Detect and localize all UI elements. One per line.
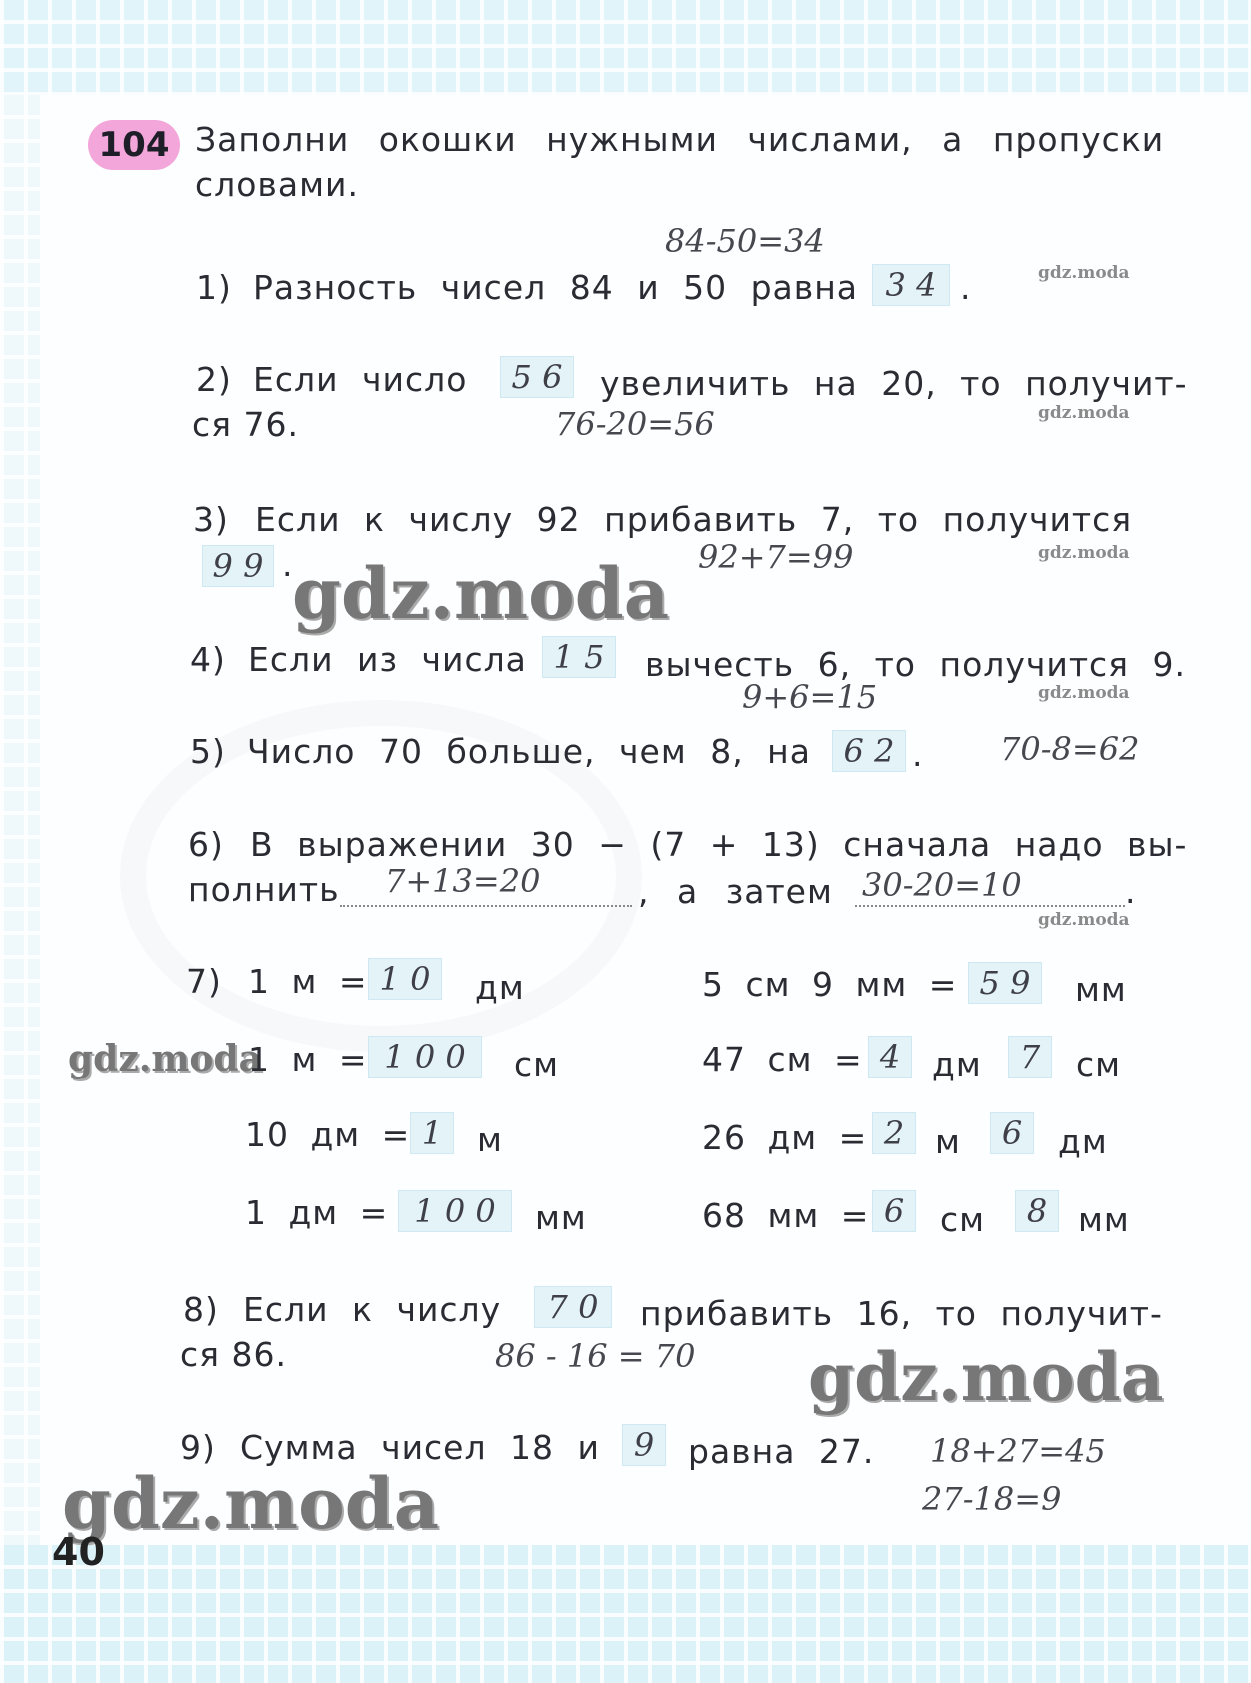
task7-right-row4-answer-box2[interactable]: 8 bbox=[1015, 1190, 1059, 1232]
task7-right-row3-unit1: м bbox=[935, 1122, 961, 1161]
task7-right-row3-answer-box1[interactable]: 2 bbox=[872, 1112, 916, 1154]
task9-handwritten-work1: 18+27=45 bbox=[930, 1432, 1106, 1470]
watermark: gdz.moda bbox=[1038, 263, 1130, 283]
task7-right-row3-unit2: дм bbox=[1058, 1122, 1108, 1161]
task8-text-post: прибавить 16, то получит- bbox=[640, 1294, 1163, 1333]
task8-text-pre: Если к числу bbox=[243, 1290, 502, 1329]
task7-right-row2-answer-box1[interactable]: 4 bbox=[868, 1036, 912, 1078]
watermark: gdz.moda bbox=[1038, 403, 1130, 423]
task7-left-row3-answer-box[interactable]: 1 bbox=[410, 1112, 454, 1154]
task5-answer-box[interactable]: 6 2 bbox=[832, 730, 906, 772]
task7-right-row4-unit1: см bbox=[940, 1200, 986, 1239]
decorative-grid-top bbox=[0, 0, 1251, 95]
task7-left-row4-expression: 1 дм = bbox=[245, 1193, 389, 1232]
task7-left-row2-expression: 1 м = bbox=[248, 1040, 368, 1079]
task7-left-row1-unit: дм bbox=[475, 968, 525, 1007]
task3-end: . bbox=[282, 545, 294, 584]
task7-right-row4-unit2: мм bbox=[1078, 1200, 1130, 1239]
task8-answer-box[interactable]: 7 0 bbox=[534, 1286, 612, 1328]
task7-right-row2-answer-box2[interactable]: 7 bbox=[1008, 1036, 1052, 1078]
task5-end: . bbox=[912, 735, 924, 774]
task9-answer-box[interactable]: 9 bbox=[622, 1424, 666, 1466]
task1-handwritten-work: 84-50=34 bbox=[665, 222, 825, 260]
watermark-large: gdz.moda bbox=[62, 1462, 440, 1545]
task1-answer-box[interactable]: 3 4 bbox=[872, 264, 950, 306]
watermark-large: gdz.moda bbox=[292, 552, 670, 635]
task3-answer-box[interactable]: 9 9 bbox=[202, 545, 274, 587]
task4-answer-box[interactable]: 1 5 bbox=[542, 636, 616, 678]
watermark: gdz.moda bbox=[1038, 543, 1130, 563]
decorative-grid-bottom bbox=[0, 1545, 1251, 1683]
task7-left-row4-answer-box[interactable]: 1 0 0 bbox=[398, 1190, 512, 1232]
task7-right-row3-answer-box2[interactable]: 6 bbox=[990, 1112, 1034, 1154]
task9-text-pre: Сумма чисел 18 и bbox=[240, 1428, 600, 1467]
task7-left-row3-unit: м bbox=[477, 1120, 503, 1159]
task6-answer2: 30-20=10 bbox=[862, 866, 1022, 904]
task7-right-row4-expression: 68 мм = bbox=[702, 1196, 870, 1235]
task5-number: 5) bbox=[190, 732, 226, 771]
task7-right-row2-expression: 47 см = bbox=[702, 1040, 863, 1079]
task3-text: Если к числу 92 прибавить 7, то получится bbox=[255, 500, 1133, 539]
page-number: 40 bbox=[52, 1530, 105, 1574]
task6-line2-start: полнить bbox=[188, 870, 340, 909]
task4-text-post: вычесть 6, то получится 9. bbox=[645, 645, 1187, 684]
task9-text-post: равна 27. bbox=[688, 1432, 875, 1471]
task6-blank2[interactable] bbox=[855, 905, 1125, 907]
task5-text: Число 70 больше, чем 8, на bbox=[247, 732, 811, 771]
task9-handwritten-work2: 27-18=9 bbox=[922, 1480, 1062, 1518]
task5-handwritten-work: 70-8=62 bbox=[1000, 730, 1140, 768]
task4-number: 4) bbox=[190, 640, 226, 679]
exercise-number-badge: 104 bbox=[88, 120, 180, 170]
task8-number: 8) bbox=[183, 1290, 219, 1329]
task7-left-row1-answer-box[interactable]: 1 0 bbox=[368, 958, 442, 1000]
task9-number: 9) bbox=[180, 1428, 216, 1467]
task3-number: 3) bbox=[193, 500, 229, 539]
task1-text: Разность чисел 84 и 50 равна bbox=[253, 268, 859, 307]
task7-right-row2-unit2: см bbox=[1076, 1045, 1122, 1084]
task2-text-post: увеличить на 20, то получит- bbox=[600, 364, 1188, 403]
task7-right-row1-answer-box[interactable]: 5 9 bbox=[968, 962, 1042, 1004]
watermark-medium: gdz.moda bbox=[68, 1038, 262, 1080]
task7-right-row1-unit: мм bbox=[1075, 970, 1127, 1009]
task2-text-pre: Если число bbox=[253, 360, 468, 399]
task8-handwritten-work: 86 - 16 = 70 bbox=[495, 1337, 696, 1375]
task7-left-row1-expression: 1 м = bbox=[248, 962, 368, 1001]
task7-right-row3-expression: 26 дм = bbox=[702, 1118, 868, 1157]
task7-left-row3-expression: 10 дм = bbox=[245, 1115, 411, 1154]
watermark: gdz.moda bbox=[1038, 910, 1130, 930]
task1-end: . bbox=[960, 268, 972, 307]
task6-line2-middle: , а затем bbox=[638, 872, 833, 911]
watermark: gdz.moda bbox=[1038, 683, 1130, 703]
task1-number: 1) bbox=[196, 268, 232, 307]
task4-handwritten-work: 9+6=15 bbox=[742, 678, 878, 716]
task8-line2: ся 86. bbox=[180, 1335, 287, 1374]
exercise-title-line2: словами. bbox=[195, 165, 359, 204]
task7-right-row1-expression: 5 см 9 мм = bbox=[702, 965, 958, 1004]
task7-number: 7) bbox=[186, 962, 222, 1001]
task7-right-row4-answer-box1[interactable]: 6 bbox=[872, 1190, 916, 1232]
task7-left-row2-unit: см bbox=[514, 1045, 560, 1084]
task2-handwritten-work: 76-20=56 bbox=[555, 405, 715, 443]
task6-answer1: 7+13=20 bbox=[385, 862, 541, 900]
task6-end: . bbox=[1125, 872, 1137, 911]
task4-text-pre: Если из числа bbox=[248, 640, 527, 679]
task2-answer-box[interactable]: 5 6 bbox=[500, 356, 574, 398]
task7-left-row2-answer-box[interactable]: 1 0 0 bbox=[368, 1036, 482, 1078]
task6-number: 6) bbox=[188, 825, 224, 864]
task6-line1: В выражении 30 − (7 + 13) сначала надо вы- bbox=[250, 825, 1188, 864]
task2-line2: ся 76. bbox=[192, 405, 299, 444]
task2-number: 2) bbox=[196, 360, 232, 399]
task7-right-row2-unit1: дм bbox=[932, 1045, 982, 1084]
task6-blank1[interactable] bbox=[340, 905, 632, 907]
task7-left-row4-unit: мм bbox=[535, 1198, 587, 1237]
task3-handwritten-work: 92+7=99 bbox=[698, 538, 854, 576]
watermark-large: gdz.moda bbox=[808, 1338, 1164, 1416]
decorative-grid-left bbox=[0, 95, 40, 1545]
exercise-title-line1: Заполни окошки нужными числами, а пропуски bbox=[195, 120, 1165, 159]
